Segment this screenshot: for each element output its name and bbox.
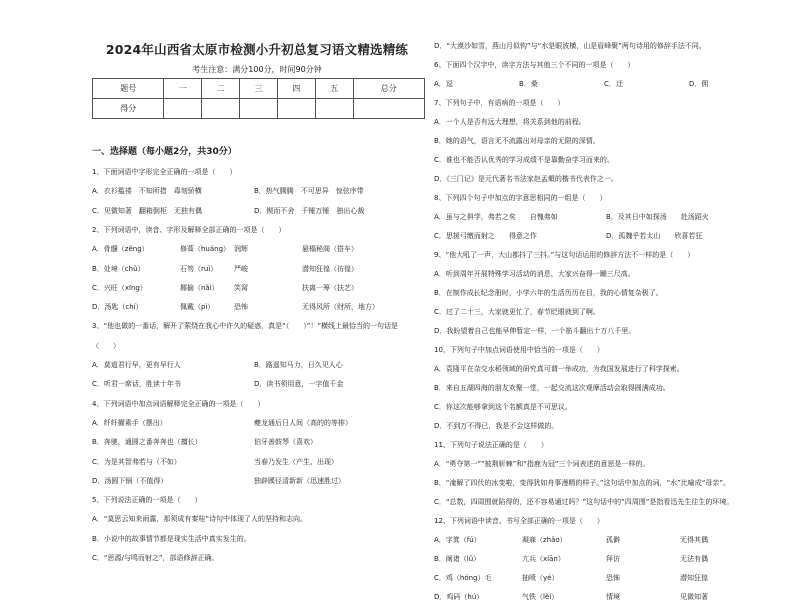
answer-option[interactable]: 无得风所（财所，地方）: [302, 303, 379, 312]
answer-option[interactable]: 修葺（huáng）: [180, 245, 231, 254]
answer-option[interactable]: D．孤魏乎若太山 欣喜若狂: [606, 232, 703, 240]
score-row-label: 得分: [93, 99, 164, 119]
answer-option[interactable]: D．锲而不舍 千锤万锤 独出心裁: [254, 206, 365, 215]
answer-option[interactable]: C．鸡（hóng）毛: [434, 574, 492, 582]
answer-option[interactable]: D．鸡码（hú）: [434, 593, 484, 601]
answer-option[interactable]: 笑窝: [234, 283, 248, 292]
question-line: A．袁隆平在杂交水稻领域的研究真可谓一举成功，为我国发展进行了科学探索。: [434, 365, 684, 373]
question-line: A．一个人是否有远大理想，将关系到他的前程。: [434, 118, 586, 126]
answer-option[interactable]: C．见微知著 翻箱倒柜 无独有偶: [92, 206, 202, 215]
question-line: D．我盼望着自己也能早伸暂定一样，一个筋斗翻出十万八千里。: [434, 327, 636, 335]
score-cell[interactable]: [202, 99, 240, 119]
answer-option[interactable]: B．阐诸（lǔ）: [434, 555, 481, 563]
answer-option[interactable]: 夔龙通后日人间（高的的等排）: [254, 418, 352, 427]
answer-option[interactable]: 无得其偶: [680, 536, 708, 544]
score-header-cell: 一: [164, 79, 202, 99]
question-line: C．“总数，四周围就陷得的，还不容易通过吗？”这句话中的“四周围”是指看迅先生往生的环境。: [434, 498, 734, 506]
answer-option[interactable]: A．纤纤擢素手（摆出）: [92, 418, 167, 427]
answer-option[interactable]: A．莫道君行早，更有早行人: [92, 361, 181, 369]
question-line: D．不到万不得已，我是不会这样做的。: [434, 422, 559, 430]
answer-option[interactable]: 当春乃发生（产生、出现）: [254, 457, 338, 466]
answer-option[interactable]: 无法有偶: [680, 555, 708, 563]
question-line: （ ）: [92, 341, 120, 350]
score-header-cell: 总分: [353, 79, 425, 99]
question-line: 12、下列词语中读音、书写全部正确的一项是（ ）: [434, 517, 604, 525]
answer-option[interactable]: A．虽与之俱学，弗若之矣 自愧弗如: [434, 213, 558, 221]
answer-option[interactable]: B．及其日中如探汤 赴汤蹈火: [606, 213, 709, 221]
question-line: 1、下面词语中字形完全正确的一项是（ ）: [92, 168, 237, 176]
question-line: A．“勇夺第一”“披荆斩棘”和“指鹿为冠”三个词表述的意思是一样的。: [434, 460, 650, 468]
question-line: 10、下列句子中加点词语使用中恰当的一项是（ ）: [434, 346, 604, 354]
score-cell[interactable]: [315, 99, 353, 119]
page-title: 2024年山西省太原市检测小升初总复习语文精选精练: [105, 42, 409, 57]
question-line: 3、“他也做的一番话，解开了萦绕在我心中许久的疑惑，真是“（ ）”！”横线上最恰当的一句话是: [92, 322, 398, 331]
answer-option[interactable]: B．桑: [519, 80, 538, 88]
score-cell[interactable]: [240, 99, 278, 119]
answer-option[interactable]: 伯牙善鼓琴（喜欢）: [254, 438, 317, 447]
question-line: 4、下列词语中加点词语解释完全正确的一项是（ ）: [92, 399, 265, 408]
answer-option[interactable]: 孤僻: [606, 536, 620, 544]
score-cell[interactable]: [277, 99, 315, 119]
question-line: 2、下列词语中，读音、字形及解释全部正确的一项是（ ）: [92, 225, 286, 234]
answer-option[interactable]: C．听君一席话，胜读十年书: [92, 380, 181, 389]
answer-option[interactable]: 石笏（ruì）: [180, 264, 218, 273]
answer-option[interactable]: 润辉: [234, 245, 248, 254]
answer-option[interactable]: C．兴旺（xīng）: [92, 283, 147, 292]
question-line: D．“大漠沙如雪，燕山月似钩”与“水是眼波横，山是眉峰聚”两句诗用的修辞手法不同。: [434, 42, 706, 50]
score-header-cell: 二: [202, 79, 240, 99]
question-line: C．“思源/与鸣而射之”，部语修辞正确。: [92, 554, 219, 562]
question-line: B．小说中的故事情节都是现实生活中真实发生的。: [92, 534, 251, 543]
score-row: [93, 99, 425, 119]
exam-notice: 考生注意：满分100分，时间90分钟: [192, 65, 322, 74]
score-header-row: [93, 79, 425, 99]
answer-option[interactable]: 恐怖: [606, 574, 620, 582]
question-line: A．听到周年开展特殊学习活动的消息，大家兴奋得一蹦三尺高。: [434, 270, 635, 278]
question-line: B．她的语气，语言无不流露出对母亲的无限的深情。: [434, 137, 600, 145]
question-line: C．谁也不能否认优秀的学习成绩不是靠勤奋学习而来的。: [434, 156, 614, 164]
answer-option[interactable]: A．逗: [434, 80, 453, 88]
answer-option[interactable]: D．读书须用意，一字值千金: [254, 380, 344, 389]
score-header-cell: 题号: [93, 79, 164, 99]
answer-option[interactable]: D．佣: [689, 80, 709, 88]
question-line: B．在制作成长纪念册时，小学六年的生活历历在目，我的心情复杂极了。: [434, 289, 663, 297]
question-line: A．“莫思云知来雨露，那须成有秦桂”诗句中体现了人的坚持和志向。: [92, 515, 308, 524]
answer-option[interactable]: C．为是其智弗若与（不如）: [92, 457, 181, 466]
answer-option[interactable]: 抽喷（yé）: [522, 574, 559, 582]
answer-option[interactable]: 严峻: [234, 264, 248, 273]
answer-option[interactable]: D．汤匙（chí）: [92, 303, 143, 312]
answer-option[interactable]: 恐怖: [234, 303, 248, 312]
answer-option[interactable]: B．热气腾腾 不可思异 惊弦序带: [254, 187, 364, 196]
answer-option[interactable]: 拜访: [606, 555, 620, 563]
answer-option[interactable]: 见微知著: [680, 593, 708, 601]
answer-option[interactable]: 亢兵（xiān）: [522, 555, 565, 563]
answer-option[interactable]: 潜知狂徨（彷徨）: [302, 264, 358, 273]
question-line: 11、下列句子说法正确的是（ ）: [434, 441, 548, 449]
answer-option[interactable]: C．迁: [604, 80, 623, 88]
answer-option[interactable]: 悬榻秘阁（搭车）: [302, 245, 358, 254]
answer-option[interactable]: C．思援弓缴而射之 得意之作: [434, 232, 537, 240]
score-cell[interactable]: [353, 99, 425, 119]
section-heading: 一、选择题（每小题2分，共30分）: [92, 147, 237, 157]
question-line: C．过了二十三，大家就更忙了，春节眨眼就到了啊。: [434, 308, 600, 316]
answer-option[interactable]: 揶揄（nǎi）: [180, 283, 219, 292]
answer-option[interactable]: D．汤圆下锅（不值得）: [92, 476, 168, 485]
question-line: B．来自五湖四海的朋友欢聚一堂，一起交流这次观摩活动会取得圆满成功。: [434, 384, 670, 392]
question-line: 7、下列句子中，有语病的一项是（ ）: [434, 99, 565, 107]
score-header-cell: 三: [240, 79, 278, 99]
answer-option[interactable]: 扶离一筹（扶艺）: [302, 283, 358, 292]
answer-option[interactable]: B．处境（chǔ）: [92, 264, 145, 273]
question-line: 6、下面四个汉字中，读字方法与其他三个不同的一项是（ ）: [434, 61, 635, 69]
answer-option[interactable]: 佩戴（pì）: [180, 303, 215, 312]
question-line: 5、下列说法正确的一项是（ ）: [92, 496, 202, 505]
answer-option[interactable]: A．字箕（fú）: [434, 536, 481, 544]
answer-option[interactable]: A．骨髓（zěng）: [92, 245, 149, 254]
score-header-cell: 四: [277, 79, 315, 99]
question-line: 8、下列四个句子中加点的字意思相同的一组是（ ）: [434, 194, 607, 202]
question-line: C．你这次能够拿到这个名额真是不可思议。: [434, 403, 572, 411]
score-cell[interactable]: [164, 99, 202, 119]
answer-option[interactable]: 潜知狂徨: [680, 574, 708, 582]
answer-option[interactable]: 独辟蹊径清新新（迅速胜过）: [254, 476, 345, 485]
score-header-cell: 五: [315, 79, 353, 99]
question-line: B．“淹解了四代的冰变啦，变得犹如舟事漫精的样子。”这句话中加点的词，“水”比喻成“母亲”。: [434, 479, 731, 487]
answer-option[interactable]: 凝寐（zhǎo）: [522, 536, 567, 544]
question-line: D．《三门记》是元代著名书法家赵孟頫的楷书代表作之一。: [434, 175, 618, 183]
score-table: [92, 78, 425, 119]
question-line: 9、“他大吼了一声，大山都抖了三抖。”与这句话运用的修辞方法不一样的是（ ）: [434, 251, 695, 259]
answer-option[interactable]: A．衣衫褴褛 不知所措 毒刻骄横: [92, 187, 202, 196]
answer-option[interactable]: B．奔驰，通圆之番奔奔也（擅长）: [92, 438, 202, 447]
answer-option[interactable]: 气铁（lěi）: [522, 593, 559, 601]
answer-option[interactable]: B．路遥知马力，日久见人心: [254, 361, 343, 369]
answer-option[interactable]: 情境: [606, 593, 620, 601]
